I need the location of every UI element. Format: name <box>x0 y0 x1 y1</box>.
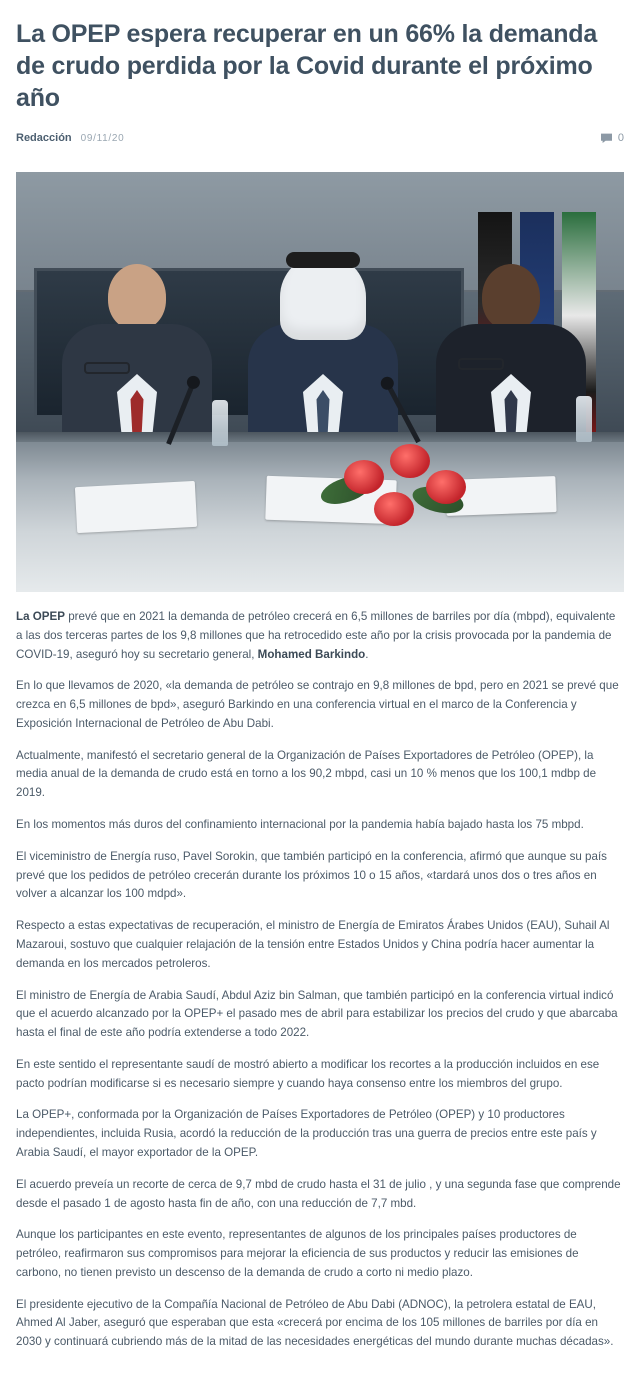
hero-flower-arrangement <box>316 426 506 546</box>
article-meta <box>16 132 624 148</box>
comment-bubble-icon <box>600 132 613 144</box>
water-bottle-1 <box>212 400 228 446</box>
hero-person-right-head <box>482 264 540 330</box>
page-title: La OPEP espera recuperar en un 66% la demanda de crudo perdida por la Covid durante el próximo año <box>16 20 598 112</box>
article-paragraph: La OPEP+, conformada por la Organización de Países Exportadores de Petróleo (OPEP) y 10 productores independientes, incluida Rusia, acordó la reducción de la producción tras una guerra de precios entre este país y Arabia Saudí, el mayor exportador de la OPEP. <box>16 1108 597 1159</box>
comments-count: 0 <box>617 132 624 144</box>
article-hero-image <box>16 172 624 592</box>
publish-date: 09/11/20 <box>80 133 125 144</box>
lead-emphasis-2: Mohamed Barkindo <box>257 647 366 661</box>
byline-group <box>16 132 124 144</box>
article-paragraph: El presidente ejecutivo de la Compañía Nacional de Petróleo de Abu Dabi (ADNOC), la petrolera estatal de EAU, Ahmed Al Jaber, aseguró que esperaban que esta «crecerá por encima de los 105 millones de barriles por día en 2030 y continuará cubriendo más de la mitad de las necesidades energéticas del mundo durante muchas décadas». <box>16 1297 614 1349</box>
article-paragraph-text-1: prevé que en 2021 la demanda de petróleo crecerá en 6,5 millones de barriles por día (mbpd), equivalente a las dos terceras partes de los 9,8 millones que ha retrocedido este año por la crisis provocada por la pandemia de COVID-19, aseguró hoy su secretario general, <box>16 610 616 661</box>
article-paragraph: El viceministro de Energía ruso, Pavel Sorokin, que también participó en la conferencia, afirmó que aunque su país prevé que los pedidos de petróleo crecerán durante los próximos 10 o 15 años, «tardará unos dos o tres años en volver a alcanzar los 100 mdpd». <box>16 849 607 901</box>
hero-bloom-1 <box>344 460 384 494</box>
author-name[interactable]: Redacción <box>16 132 72 144</box>
glasses-icon-right <box>458 358 504 370</box>
article-paragraph-text-1b: . <box>365 647 369 661</box>
article-paragraph: El ministro de Energía de Arabia Saudí, Abdul Aziz bin Salman, que también participó en la conferencia virtual indicó que el acuerdo alcanzado por la OPEP+ el pasado mes de abril para estabilizar los precios del crudo y que abarcaba hasta el final de este año podría extenderse a todo 2022. <box>16 988 618 1040</box>
article-page <box>0 18 640 1391</box>
article-paragraph: En este sentido el representante saudí de mostró abierto a modificar los recortes a la producción incluidos en ese pacto podrían modificarse si es necesario siempre y cuando haya consenso entre los miembros del grupo. <box>16 1057 600 1090</box>
article-body <box>16 608 624 1391</box>
hero-bloom-4 <box>374 492 414 526</box>
water-bottle-2 <box>576 396 592 442</box>
hero-bloom-2 <box>390 444 430 478</box>
article-paragraph: El acuerdo preveía un recorte de cerca de 9,7 mbd de crudo hasta el 31 de julio , y una segunda fase que comprende desde el pasado 1 de agosto hasta fin de año, con una reducción de 7,7 mbd. <box>16 1177 621 1210</box>
article-paragraph: Actualmente, manifestó el secretario general de la Organización de Países Exportadores de Petróleo (OPEP), la media anual de la demanda de crudo está en torno a los 90,2 mbpd, casi un 10 % menos que los 100,1 mdbp de 2019. <box>16 748 597 800</box>
article-paragraph: Aunque los participantes en este evento, representantes de algunos de los principales países productores de petróleo, reafirmaron sus compromisos para mejorar la eficiencia de sus productos y reducir las emisiones de carbono, no tienen previsto un descenso de la demanda de crudo a corto ni medio plazo. <box>16 1228 579 1279</box>
hero-person-center-agal <box>286 252 360 268</box>
hero-person-left-head <box>108 264 166 330</box>
hero-document-1 <box>75 481 197 533</box>
glasses-icon <box>84 362 130 374</box>
article-paragraph: En lo que llevamos de 2020, «la demanda de petróleo se contrajo en 9,8 millones de bpd, pero en 2021 se prevé que crezca en 6,5 millones de bpd», aseguró Barkindo en una conferencia virtual en el marco de la Conferencia y Exposición Internacional de Petróleo de Abu Dabi. <box>16 679 619 730</box>
hero-bloom-3 <box>426 470 466 504</box>
article-paragraph: Respecto a estas expectativas de recuperación, el ministro de Energía de Emiratos Árabes Unidos (EAU), Suhail Al Mazaroui, sostuvo que cualquier relajación de la tensión entre Estados Unidos y China podría hacer aumentar la demanda en los mercados petroleros. <box>16 919 610 970</box>
lead-emphasis: La OPEP <box>16 610 65 623</box>
article-paragraph: En los momentos más duros del confinamiento internacional por la pandemia había bajado hasta los 75 mbpd. <box>16 818 584 832</box>
article-paragraph <box>16 608 624 664</box>
comments-link[interactable] <box>600 132 624 144</box>
